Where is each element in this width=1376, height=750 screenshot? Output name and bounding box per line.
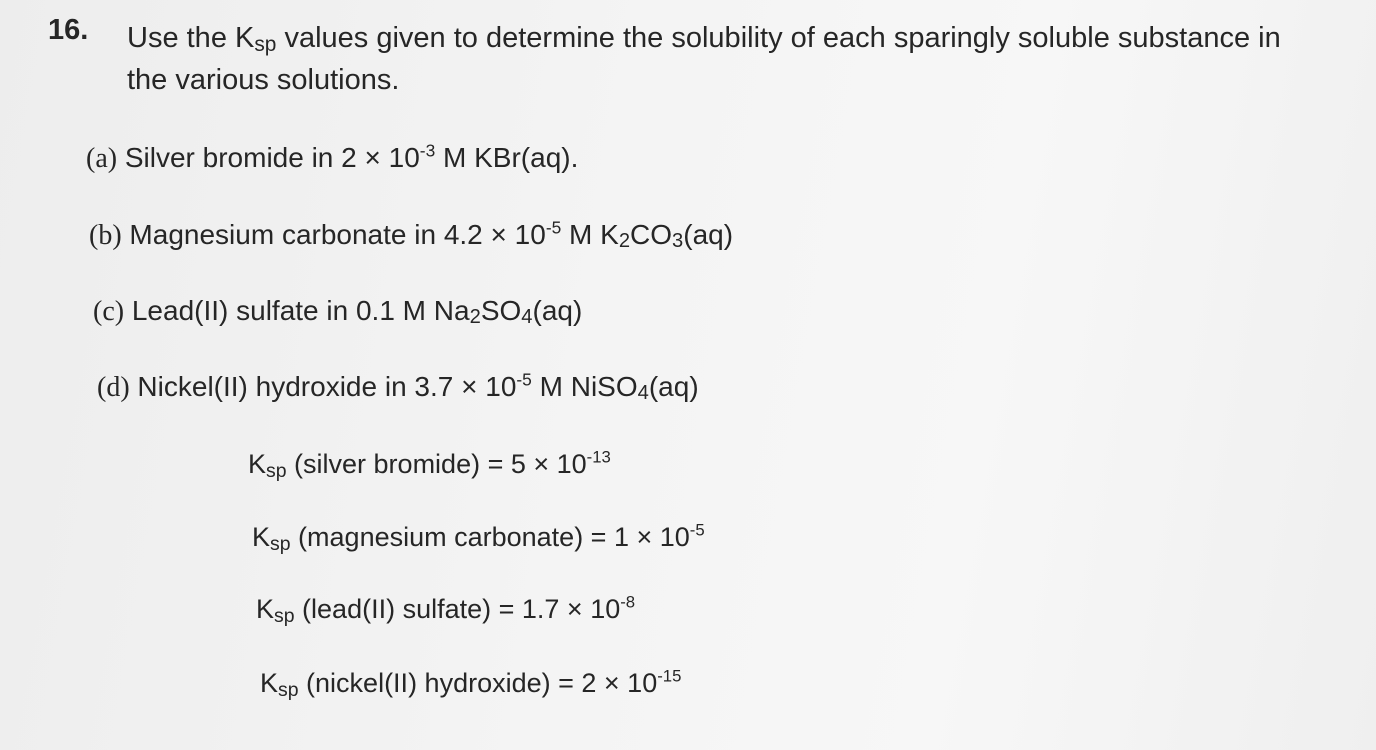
ksp-symbol: K — [256, 594, 275, 624]
ksp-lead-sulfate — [256, 594, 635, 625]
part-b-exponent: -5 — [545, 217, 562, 238]
part-b-tail: M K — [561, 219, 619, 250]
part-b-text: Magnesium carbonate in 4.2 × 10 — [121, 219, 546, 250]
ksp-exponent: -13 — [586, 447, 611, 467]
part-b — [89, 219, 733, 252]
part-b-subscript-2: 3 — [672, 230, 684, 253]
question-prompt-line-1 — [127, 22, 1281, 55]
part-b-subscript-1: 2 — [618, 230, 631, 253]
question-number: 16. — [48, 14, 89, 46]
ksp-exponent: -15 — [657, 666, 682, 686]
ksp-exponent: -5 — [689, 520, 705, 540]
part-c-tail: (aq) — [532, 295, 583, 326]
part-d-exponent: -5 — [516, 369, 532, 390]
part-b-tail-end: (aq) — [683, 219, 734, 250]
part-d-subscript: 4 — [637, 382, 649, 405]
part-b-tail-mid: CO — [630, 219, 673, 250]
ksp-exponent: -8 — [620, 592, 636, 612]
prompt-text: Use the K — [127, 22, 255, 54]
part-d-label: (d) — [97, 372, 130, 403]
part-d — [97, 371, 699, 404]
ksp-symbol: K — [260, 668, 279, 698]
ksp-nickel-hydroxide — [260, 668, 681, 699]
ksp-silver-bromide — [248, 449, 611, 480]
ksp-text: (silver bromide) = 5 × 10 — [286, 449, 587, 479]
part-d-text: Nickel(II) hydroxide in 3.7 × 10 — [129, 371, 517, 402]
ksp-text: (lead(II) sulfate) = 1.7 × 10 — [294, 594, 621, 624]
part-c-subscript-1: 2 — [469, 306, 481, 329]
part-a-exponent: -3 — [419, 140, 436, 161]
ksp-sub: sp — [270, 532, 291, 555]
part-b-label: (b) — [89, 220, 122, 251]
ksp-symbol: K — [252, 522, 271, 552]
ksp-text: (magnesium carbonate) = 1 × 10 — [290, 522, 690, 552]
ksp-magnesium-carbonate — [252, 522, 705, 553]
part-c-mid: SO — [480, 295, 522, 326]
ksp-sub: sp — [278, 678, 299, 701]
part-a — [86, 142, 578, 175]
ksp-text: (nickel(II) hydroxide) = 2 × 10 — [298, 668, 658, 698]
part-c-text: Lead(II) sulfate in 0.1 M Na — [124, 295, 470, 326]
question-prompt-line-2: the various solutions. — [127, 64, 400, 96]
ksp-sub: sp — [266, 459, 287, 482]
ksp-subscript: sp — [254, 33, 277, 57]
part-a-label: (a) — [86, 143, 118, 174]
part-a-tail: M KBr(aq). — [435, 142, 579, 173]
part-c — [93, 295, 582, 328]
part-d-tail-end: (aq) — [648, 371, 699, 402]
ksp-symbol: K — [248, 449, 267, 479]
part-c-label: (c) — [93, 296, 125, 327]
ksp-sub: sp — [274, 604, 295, 627]
part-d-tail: M NiSO — [531, 371, 638, 402]
part-c-subscript-2: 4 — [521, 306, 533, 329]
part-a-text: Silver bromide in 2 × 10 — [117, 142, 420, 173]
prompt-text-cont: values given to determine the solubility of each sparingly soluble substance in — [276, 22, 1281, 54]
